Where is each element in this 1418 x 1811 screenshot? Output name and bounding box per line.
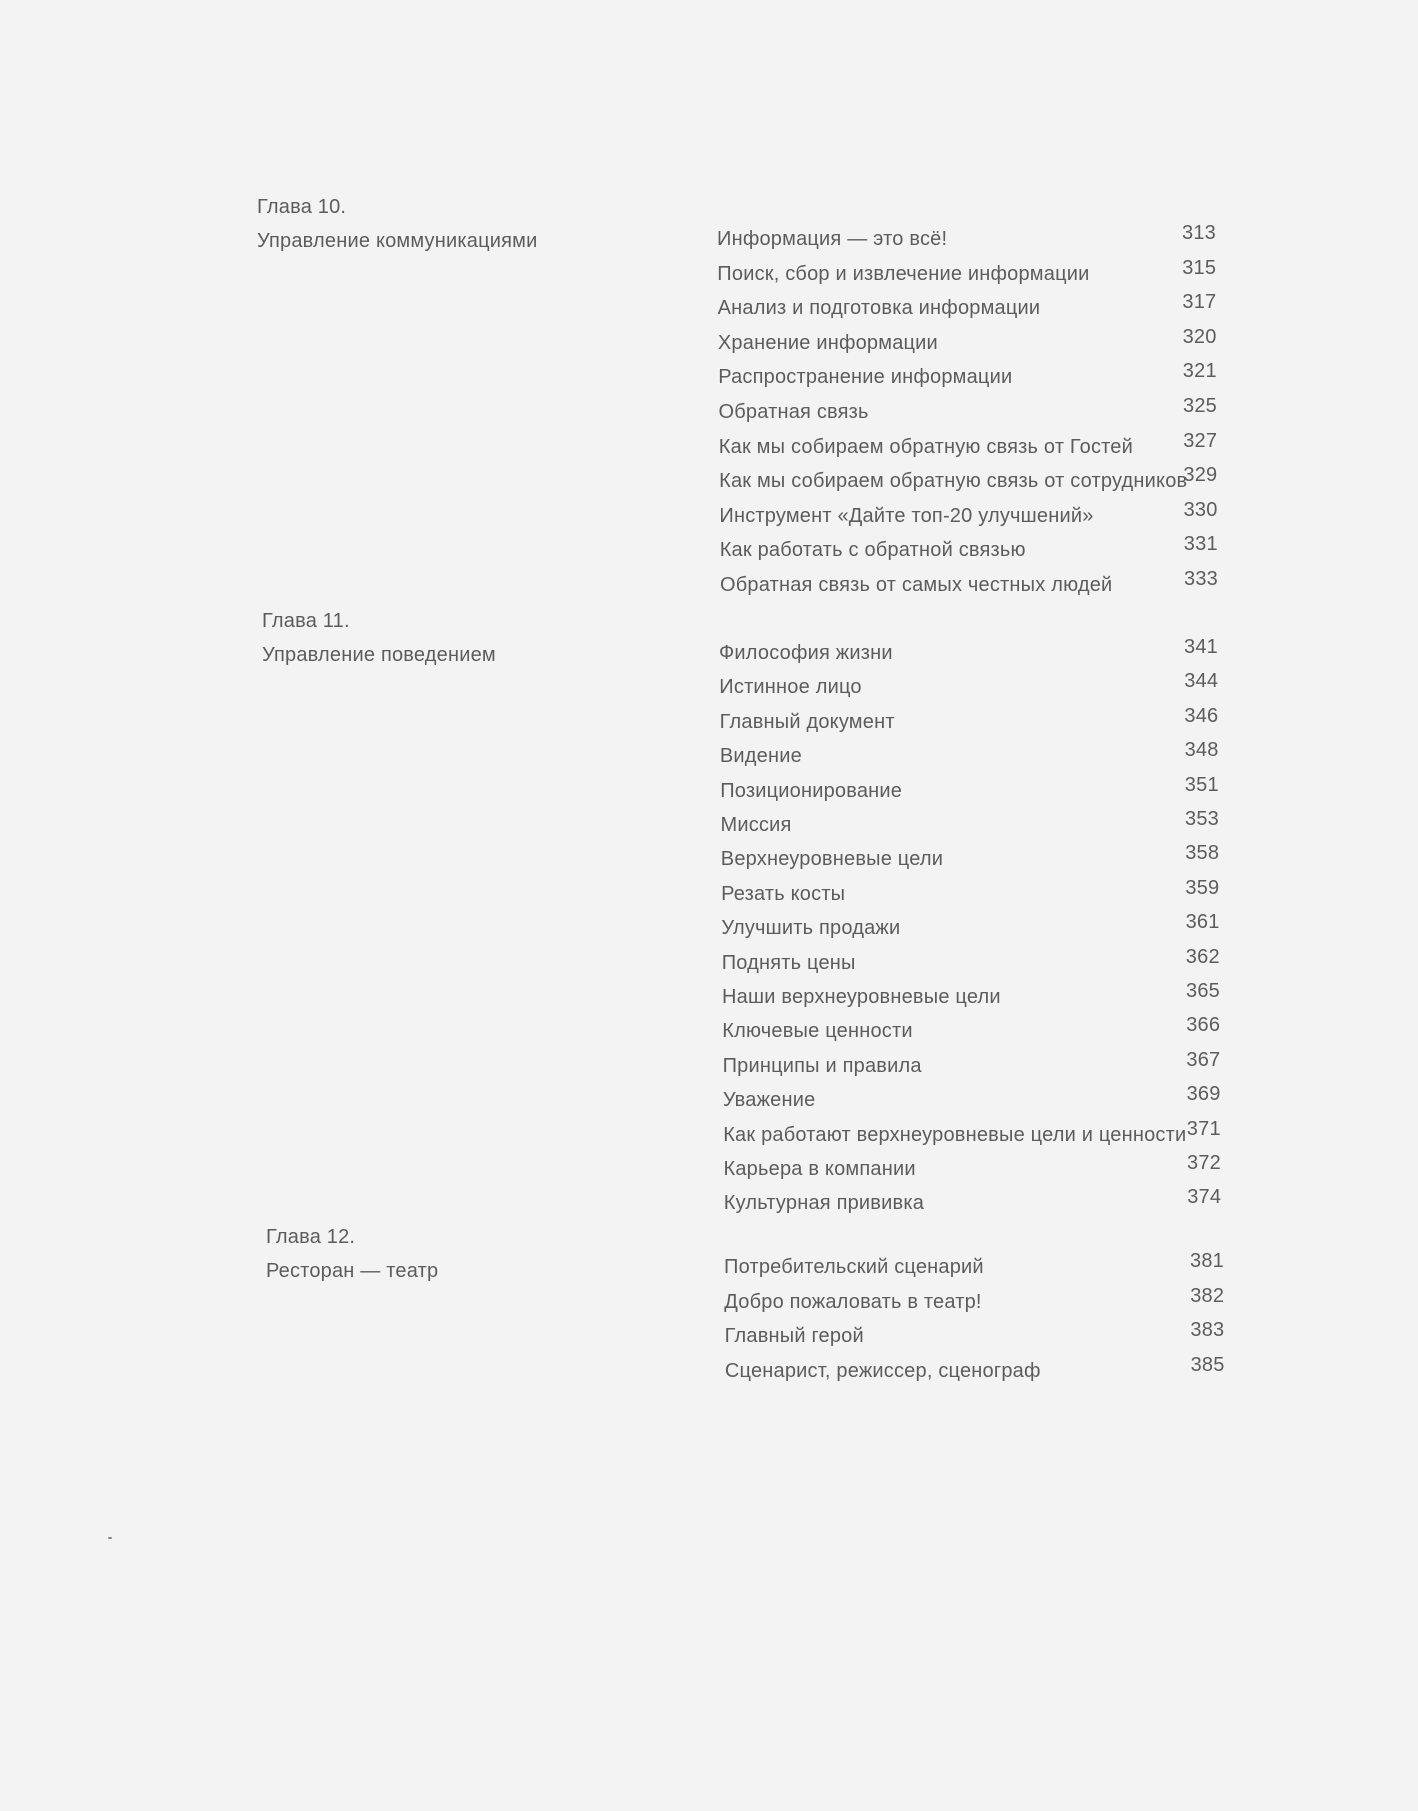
toc-entry-title: Главный герой [724,1325,864,1348]
toc-entry-title: Философия жизни [719,642,893,664]
toc-entry-page-number: 341 [1184,636,1218,658]
toc-entry-page-number: 330 [1183,498,1218,521]
toc-entry-page-number: 369 [1186,1083,1221,1106]
toc-entry-title: Наши верхнеуровневые цели [722,986,1001,1008]
toc-entry-title: Истинное лицо [719,676,862,699]
toc-entry-title: Культурная прививка [723,1192,925,1215]
toc-entry-page-number: 371 [1186,1117,1221,1140]
toc-entry-page-number: 327 [1183,429,1218,452]
toc-entry-page-number: 374 [1187,1186,1222,1209]
toc-entry-title: Как работают верхнеуровневые цели и ценности [723,1123,1187,1146]
toc-entry-page-number: 367 [1186,1048,1221,1071]
toc-entry-title: Видение [719,745,802,768]
toc-entry-title: Как работать с обратной связью [719,539,1026,562]
toc-entry-title: Позиционирование [720,779,903,802]
toc-entry-page-number: 372 [1187,1152,1221,1174]
chapter-title: Управление коммуникациями [257,230,538,252]
toc-entry-title: Резать косты [721,882,846,905]
toc-entry-page-number: 321 [1182,360,1217,383]
toc-entry-page-number: 344 [1184,670,1219,693]
toc-entry-page-number: 383 [1190,1319,1225,1342]
toc-entry-title: Карьера в компании [723,1158,916,1180]
toc-entry-title: Потребительский сценарий [724,1256,984,1278]
toc-entry-page-number: 329 [1183,464,1218,487]
toc-entry-title: Информация — это всё! [717,228,948,250]
toc-entry-page-number: 362 [1185,945,1220,968]
toc-entry-title: Поиск, сбор и извлечение информации [717,262,1090,285]
toc-entry-page-number: 353 [1185,808,1219,830]
toc-entry-page-number: 365 [1186,980,1220,1002]
toc-entry-page-number: 346 [1184,704,1219,727]
toc-entry-title: Сценарист, режиссер, сценограф [724,1359,1041,1382]
toc-entry-page-number: 359 [1185,876,1220,899]
toc-entry-page-number: 358 [1185,842,1220,865]
toc-entry-page-number: 361 [1185,911,1220,934]
toc-entry-page-number: 348 [1184,739,1219,762]
toc-entry-page-number: 317 [1182,291,1217,314]
toc-entry-title: Обратная связь [718,401,869,423]
toc-entry-title: Распространение информации [718,366,1013,389]
chapter-title: Ресторан — театр [266,1260,439,1282]
toc-entry-page-number: 313 [1182,222,1216,244]
toc-entry-title: Принципы и правила [722,1054,922,1077]
toc-entry-page-number: 331 [1183,533,1218,556]
toc-entry-title: Миссия [720,814,792,836]
chapter-number: Глава 10. [257,196,347,218]
toc-entry-title: Как мы собираем обратную связь от сотрудников [719,470,1188,493]
toc-entry-page-number: 385 [1190,1353,1225,1376]
toc-entry-page-number: 381 [1190,1250,1224,1272]
toc-entry-page-number: 333 [1184,568,1218,590]
chapter-number: Глава 11. [262,610,350,632]
toc-entry-title: Как мы собираем обратную связь от Гостей [718,435,1133,458]
toc-entry-title: Ключевые ценности [722,1020,913,1043]
toc-entry-page-number: 351 [1184,773,1219,796]
toc-entry-title: Поднять цены [721,951,856,974]
toc-entry-title: Улучшить продажи [721,917,901,940]
toc-entry-page-number: 382 [1190,1284,1225,1307]
toc-entry-title: Главный документ [719,710,895,733]
toc-entry-title: Уважение [722,1089,816,1112]
toc-entry-title: Анализ и подготовка информации [717,297,1041,320]
paper-speck [108,1537,112,1539]
toc-entry-title: Обратная связь от самых честных людей [720,574,1113,596]
toc-entry-page-number: 325 [1183,395,1217,417]
toc-entry-page-number: 320 [1182,325,1217,348]
toc-entry-page-number: 315 [1182,256,1217,279]
toc-entry-title: Верхнеуровневые цели [720,848,944,871]
toc-entry-page-number: 366 [1186,1014,1221,1037]
toc-entry-title: Инструмент «Дайте топ-20 улучшений» [719,504,1094,527]
chapter-number: Глава 12. [266,1226,356,1248]
chapter-title: Управление поведением [262,644,496,666]
toc-entry-title: Добро пожаловать в театр! [724,1290,982,1313]
toc-entry-title: Хранение информации [717,331,938,354]
